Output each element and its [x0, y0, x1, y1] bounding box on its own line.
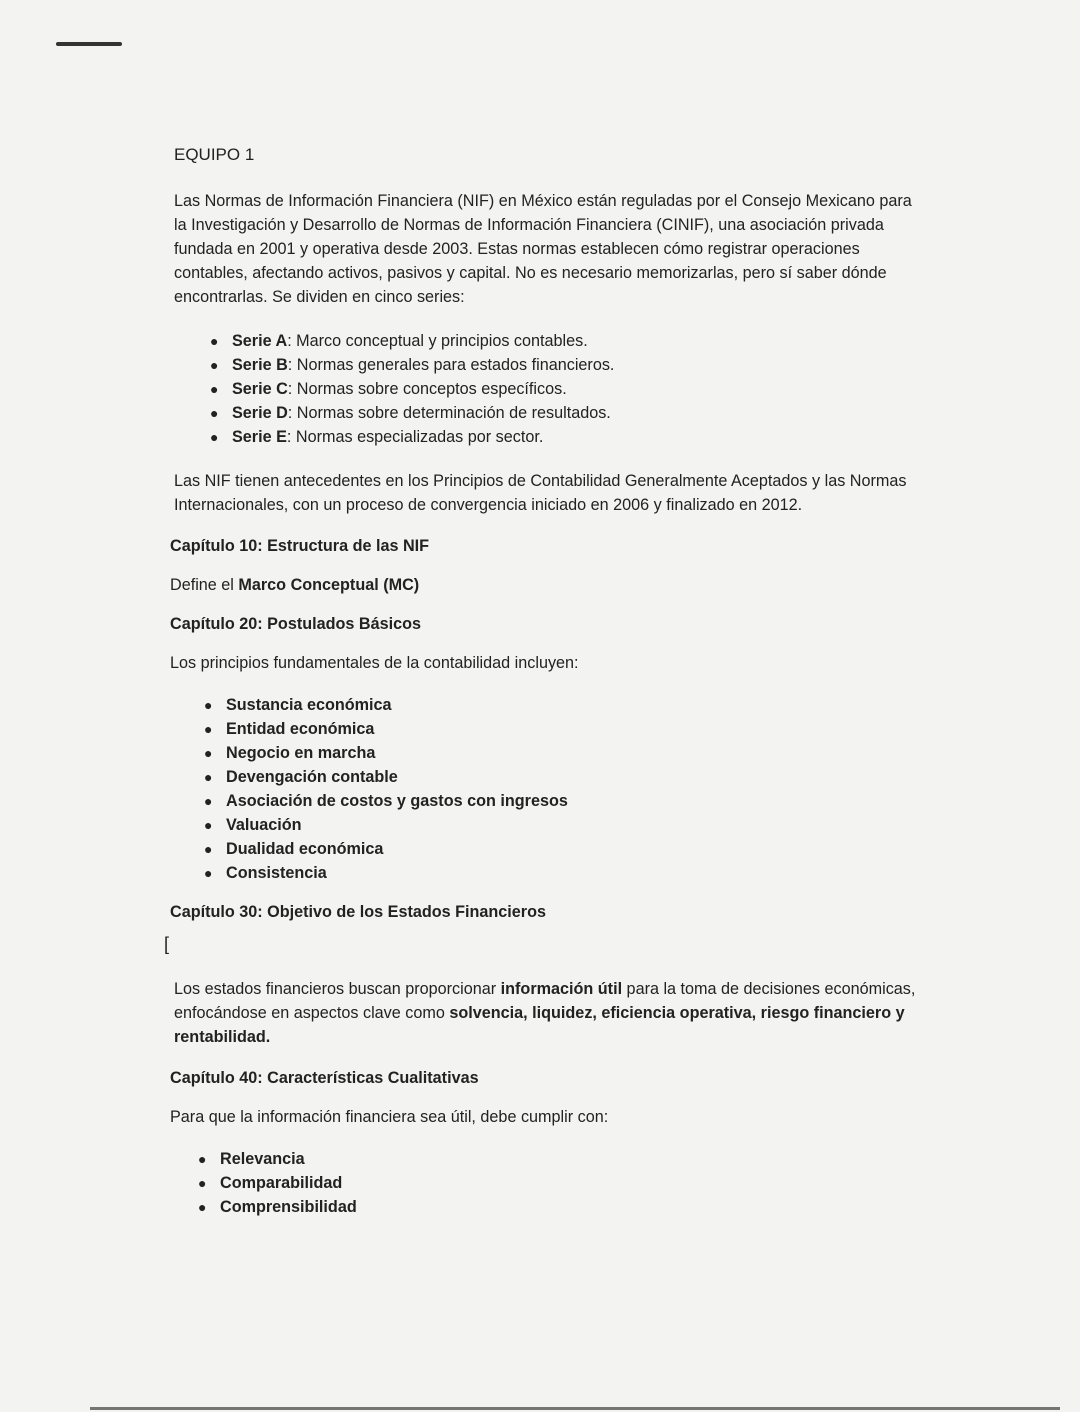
- list-item: ● Relevancia: [220, 1147, 920, 1171]
- bullet-icon: ●: [210, 381, 219, 397]
- postulados-list: [204, 693, 920, 885]
- bullet-icon: ●: [204, 721, 213, 737]
- list-item: ● Consistencia: [226, 861, 920, 885]
- document-page: [160, 145, 920, 1237]
- list-item: ● Devengación contable: [226, 765, 920, 789]
- cap40-intro: Para que la información financiera sea útil, debe cumplir con:: [170, 1108, 609, 1126]
- cap20-heading: Capítulo 20: Postulados Básicos: [170, 615, 421, 633]
- bullet-icon: ●: [204, 841, 213, 857]
- cap10-heading: Capítulo 10: Estructura de las NIF: [170, 537, 430, 555]
- bullet-icon: ●: [204, 865, 213, 881]
- bullet-icon: ●: [210, 405, 219, 421]
- list-item: ● Serie E: Normas especializadas por sector.: [232, 425, 920, 449]
- cap10-definition: Define el Marco Conceptual (MC): [170, 576, 420, 594]
- bullet-icon: ●: [210, 333, 219, 349]
- bullet-icon: ●: [210, 429, 219, 445]
- document-title: EQUIPO 1: [174, 145, 255, 164]
- list-item: ● Entidad económica: [226, 717, 920, 741]
- bullet-icon: ●: [204, 697, 213, 713]
- bullet-icon: ●: [204, 817, 213, 833]
- list-item: ● Valuación: [226, 813, 920, 837]
- bullet-icon: ●: [204, 745, 213, 761]
- bullet-icon: ●: [204, 769, 213, 785]
- list-item: ● Serie C: Normas sobre conceptos específicos.: [232, 377, 920, 401]
- cap20-intro: Los principios fundamentales de la contabilidad incluyen:: [170, 654, 579, 672]
- bullet-icon: ●: [198, 1175, 207, 1191]
- list-item: ● Serie B: Normas generales para estados financieros.: [232, 353, 920, 377]
- cap30-paragraph: Los estados financieros buscan proporcionar información útil para la toma de decisiones económicas, enfocándose en aspectos clave como solvencia, liquidez, eficiencia operativa, riesgo financiero y rentabilidad.: [174, 980, 916, 1046]
- list-item: ● Serie A: Marco conceptual y principios contables.: [232, 329, 920, 353]
- cap30-heading: Capítulo 30: Objetivo de los Estados Financieros: [170, 903, 546, 921]
- scan-mark-top: [56, 42, 122, 46]
- cap40-heading: Capítulo 40: Características Cualitativas: [170, 1069, 479, 1087]
- list-item: ● Serie D: Normas sobre determinación de resultados.: [232, 401, 920, 425]
- intro-paragraph: Las Normas de Información Financiera (NIF) en México están reguladas por el Consejo Mexicano para la Investigación y Desarrollo de Normas de Información Financiera (CINIF), una asociación privada fundada en 2001 y operativa desde 2003. Estas normas establecen cómo registrar operaciones contables, afectando activos, pasivos y capital. No es necesario memorizarlas, pero sí saber dónde encontrarlas. Se dividen en cinco series:: [174, 192, 912, 306]
- scan-mark-bottom: [90, 1407, 1060, 1410]
- series-list: [210, 329, 920, 449]
- list-item: ● Sustancia económica: [226, 693, 920, 717]
- bullet-icon: ●: [204, 793, 213, 809]
- list-item: ● Comparabilidad: [220, 1171, 920, 1195]
- antecedentes-paragraph: Las NIF tienen antecedentes en los Principios de Contabilidad Generalmente Aceptados y las Normas Internacionales, con un proceso de convergencia iniciado en 2006 y finalizado en 2012.: [174, 472, 907, 514]
- bullet-icon: ●: [198, 1199, 207, 1215]
- list-item: ● Comprensibilidad: [220, 1195, 920, 1219]
- stray-bracket: [: [164, 934, 170, 954]
- cualitativas-list: [198, 1147, 920, 1219]
- bullet-icon: ●: [198, 1151, 207, 1167]
- bullet-icon: ●: [210, 357, 219, 373]
- list-item: ● Negocio en marcha: [226, 741, 920, 765]
- list-item: ● Dualidad económica: [226, 837, 920, 861]
- list-item: ● Asociación de costos y gastos con ingresos: [226, 789, 920, 813]
